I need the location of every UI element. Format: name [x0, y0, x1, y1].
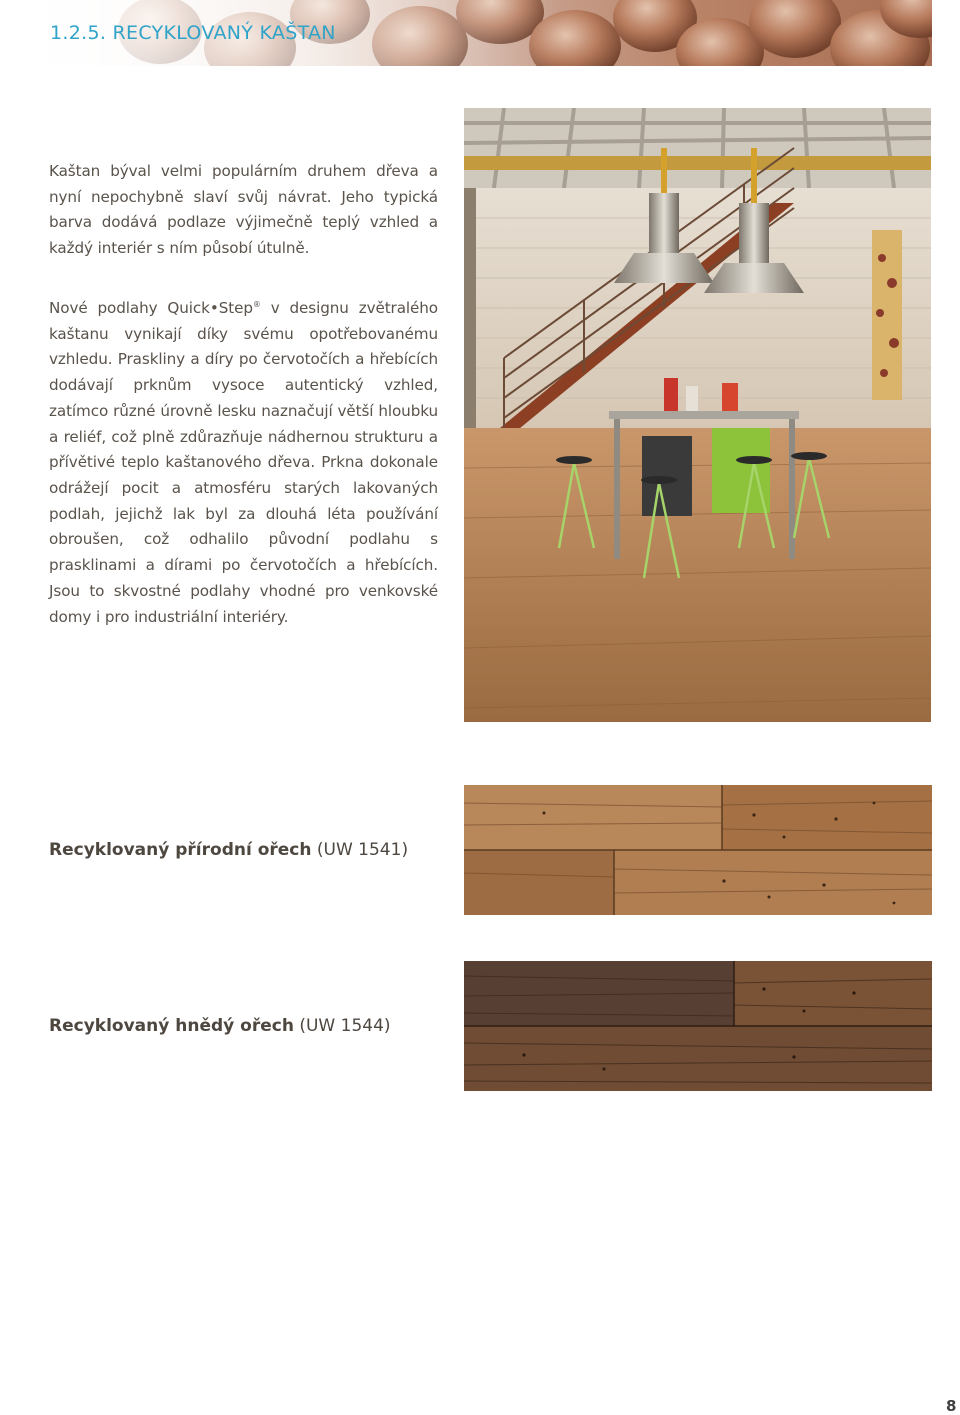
header-banner	[0, 0, 932, 66]
intro-paragraph-1: Kaštan býval velmi populárním druhem dřeva a nyní nepochybně slaví svůj návrat. Jeho typická barva dodává podlaze výjimečně teplý vzhled a každý interiér s ním působí útulně.	[49, 162, 438, 258]
sample-label-natural-walnut	[49, 840, 408, 860]
registered-mark: ®	[252, 300, 261, 309]
sample-name: Recyklovaný přírodní ořech	[49, 840, 312, 860]
section-title: 1.2.5. RECYKLOVANÝ KAŠTAN	[50, 22, 336, 44]
brand-name: Nové podlahy Quick•Step	[49, 299, 253, 318]
interior-photo	[464, 108, 931, 722]
paragraph-2-body: v designu zvětralého kaštanu vynikají díky svému opotřebovanému vzhledu. Praskliny a díry po červotočích a hřebících dodávají prknům vysoce autentický vzhled, zatímco různé úrovně lesku naznačují větší hloubku a reliéf, což plně zdůrazňuje nádhernou strukturu a přívětivé teplo kaštanového dřeva. Prkna dokonale odrážejí pocit a atmosféru starých lakovaných podlah, jejichž lak byl za dlouhá léta používání obroušen, což odhalilo původní podlahu s prasklinami a dírami po červotočích a hřebících. Jsou to skvostné podlahy vhodné pro venkovské domy i pro industriální interiéry.	[49, 299, 438, 626]
page-number: 8	[946, 1397, 957, 1415]
sample-code: (UW 1541)	[316, 840, 409, 860]
intro-paragraph-2	[49, 292, 438, 630]
floor-sample-natural-walnut	[464, 785, 932, 915]
sample-label-brown-walnut	[49, 1016, 391, 1036]
sample-code: (UW 1544)	[299, 1016, 391, 1036]
sample-name: Recyklovaný hnědý ořech	[49, 1016, 294, 1036]
floor-sample-brown-walnut	[464, 961, 932, 1091]
